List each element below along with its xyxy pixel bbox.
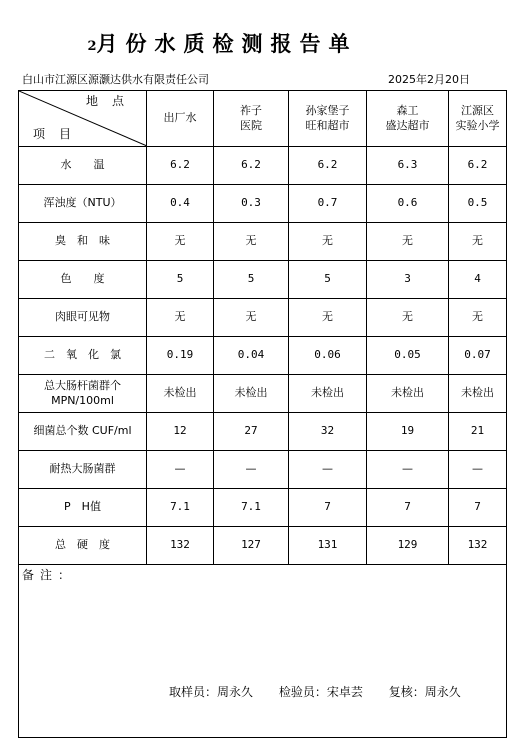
row-label: 总 硬 度 <box>19 527 147 565</box>
water-quality-table <box>18 90 507 738</box>
title-text: 月份水质检测报告单 <box>96 31 358 56</box>
table-cell: 无 <box>367 223 449 261</box>
table-cell: 无 <box>449 299 507 337</box>
table-row <box>19 451 507 489</box>
title-month: 2 <box>87 39 97 54</box>
table-cell: 无 <box>289 299 367 337</box>
table-cell: 12 <box>147 413 214 451</box>
table-cell: 0.06 <box>289 337 367 375</box>
row-label: 二 氧 化 氯 <box>19 337 147 375</box>
table-cell: 未检出 <box>214 375 289 413</box>
table-row <box>19 223 507 261</box>
table-row <box>19 147 507 185</box>
table-row <box>19 261 507 299</box>
table-cell: 无 <box>147 223 214 261</box>
column-header: 孙家堡子 旺和超市 <box>289 91 367 147</box>
table-cell: 0.4 <box>147 185 214 223</box>
company-name: 白山市江源区源灏达供水有限责任公司 <box>22 73 209 86</box>
report-title <box>0 28 445 58</box>
table-cell: 0.3 <box>214 185 289 223</box>
table-cell: 0.7 <box>289 185 367 223</box>
table-cell: 5 <box>147 261 214 299</box>
table-row <box>19 185 507 223</box>
corner-location-label: 地点 <box>85 94 138 108</box>
signatures <box>169 685 483 701</box>
table-cell: 7 <box>289 489 367 527</box>
table-cell: 未检出 <box>367 375 449 413</box>
table-cell: 无 <box>214 223 289 261</box>
row-label: P H值 <box>19 489 147 527</box>
table-cell: 0.04 <box>214 337 289 375</box>
table-cell: 7.1 <box>214 489 289 527</box>
column-header: 江源区 实验小学 <box>449 91 507 147</box>
table-cell: 6.2 <box>214 147 289 185</box>
row-label: 肉眼可见物 <box>19 299 147 337</box>
corner-item-label: 项目 <box>33 127 86 142</box>
table-cell: 0.05 <box>367 337 449 375</box>
table-row <box>19 527 507 565</box>
table-cell: — <box>289 451 367 489</box>
table-cell: 无 <box>147 299 214 337</box>
table-cell: — <box>367 451 449 489</box>
table-cell: 5 <box>289 261 367 299</box>
row-label: 水 温 <box>19 147 147 185</box>
table-cell: 0.5 <box>449 185 507 223</box>
table-cell: 129 <box>367 527 449 565</box>
table-cell: 27 <box>214 413 289 451</box>
table-cell: 7 <box>449 489 507 527</box>
table-cell: 无 <box>367 299 449 337</box>
table-cell: 6.3 <box>367 147 449 185</box>
table-cell: 0.6 <box>367 185 449 223</box>
table-cell: 32 <box>289 413 367 451</box>
row-label: 浑浊度（NTU） <box>19 185 147 223</box>
row-label: 细菌总个数 CUF/ml <box>19 413 147 451</box>
table-cell: — <box>214 451 289 489</box>
table-cell: 6.2 <box>449 147 507 185</box>
table-cell: — <box>147 451 214 489</box>
table-cell: 无 <box>449 223 507 261</box>
row-label: 总大肠杆菌群个 MPN/100ml <box>19 375 147 413</box>
column-header: 森工 盛达超市 <box>367 91 449 147</box>
table-cell: 132 <box>449 527 507 565</box>
table-header-row <box>19 91 507 147</box>
table-cell: 未检出 <box>147 375 214 413</box>
table-row <box>19 299 507 337</box>
table-cell: 5 <box>214 261 289 299</box>
notes-cell <box>19 565 507 738</box>
table-row <box>19 413 507 451</box>
notes-row <box>19 565 507 738</box>
table-cell: 4 <box>449 261 507 299</box>
table-row <box>19 375 507 413</box>
table-cell: 7.1 <box>147 489 214 527</box>
table-cell: 127 <box>214 527 289 565</box>
table-cell: 3 <box>367 261 449 299</box>
table-cell: 未检出 <box>449 375 507 413</box>
reviewer: 复核：周永久 <box>388 685 461 699</box>
column-header: 出厂水 <box>147 91 214 147</box>
table-cell: 131 <box>289 527 367 565</box>
inspector: 检验员：宋卓芸 <box>278 685 363 699</box>
row-label: 色 度 <box>19 261 147 299</box>
column-header: 祚子 医院 <box>214 91 289 147</box>
sampler: 取样员：周永久 <box>169 685 254 699</box>
table-cell: 无 <box>214 299 289 337</box>
table-cell: 6.2 <box>147 147 214 185</box>
table-cell: 7 <box>367 489 449 527</box>
table-cell: 19 <box>367 413 449 451</box>
corner-cell <box>19 91 147 147</box>
row-label: 臭 和 味 <box>19 223 147 261</box>
row-label: 耐热大肠菌群 <box>19 451 147 489</box>
table-cell: 未检出 <box>289 375 367 413</box>
table-row <box>19 489 507 527</box>
table-row <box>19 337 507 375</box>
table-cell: 0.07 <box>449 337 507 375</box>
report-date: 2025年2月20日 <box>388 73 470 86</box>
table-cell: — <box>449 451 507 489</box>
table-cell: 6.2 <box>289 147 367 185</box>
notes-label: 备注： <box>22 568 77 582</box>
table-cell: 21 <box>449 413 507 451</box>
table-cell: 132 <box>147 527 214 565</box>
table-cell: 无 <box>289 223 367 261</box>
table-cell: 0.19 <box>147 337 214 375</box>
